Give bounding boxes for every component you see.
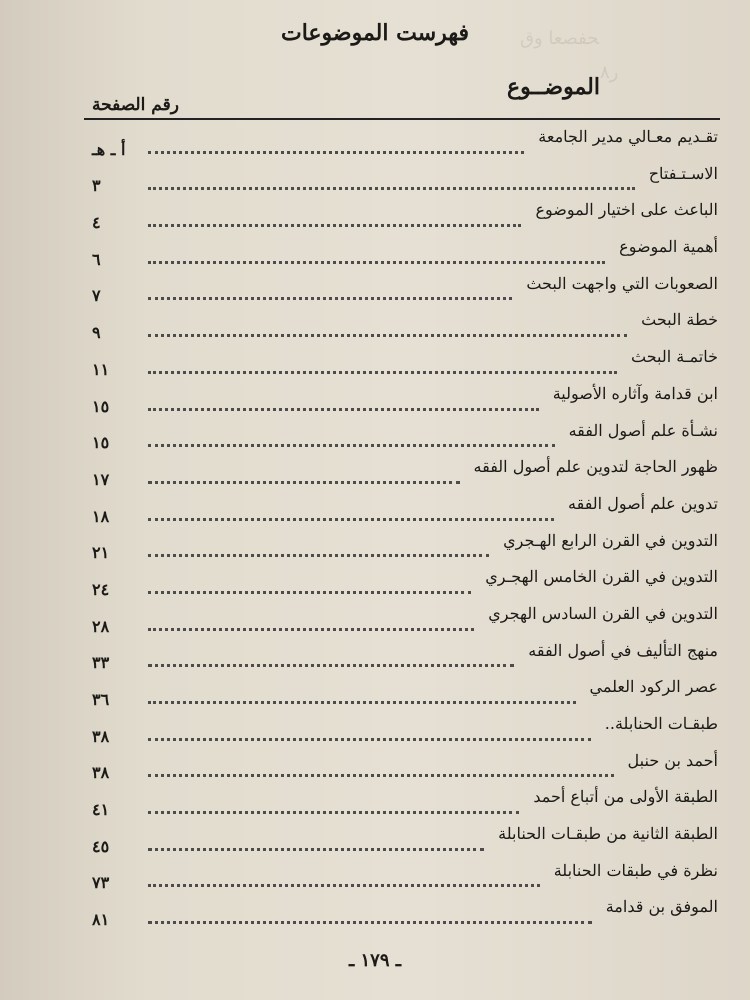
dot-leader bbox=[148, 297, 512, 300]
toc-page-number: ١١ bbox=[92, 359, 110, 379]
toc-row bbox=[92, 528, 718, 565]
toc-topic: منهج التأليف في أصول الفقه bbox=[528, 640, 718, 660]
dot-leader bbox=[148, 701, 576, 704]
toc-page-number: ١٥ bbox=[92, 396, 110, 416]
toc-row bbox=[92, 234, 718, 271]
toc-topic: الطبقة الثانية من طبقـات الحنابلة bbox=[498, 824, 718, 844]
dot-leader bbox=[148, 884, 540, 887]
toc-page-number: ٣٣ bbox=[92, 653, 110, 673]
toc-row bbox=[92, 491, 718, 528]
toc-page-number: ٢٤ bbox=[92, 579, 110, 599]
toc-page-number: ١٧ bbox=[92, 469, 110, 489]
dot-leader bbox=[148, 848, 484, 851]
toc-row bbox=[92, 197, 718, 234]
dot-leader bbox=[148, 371, 617, 374]
toc-topic: التدوين في القرن السادس الهجري bbox=[488, 603, 718, 623]
dot-leader bbox=[148, 628, 474, 631]
toc-page-number: ٢٨ bbox=[92, 616, 110, 636]
toc-page-number: ٨١ bbox=[92, 910, 110, 930]
dot-leader bbox=[148, 518, 554, 521]
page-title: فهرست الموضوعات bbox=[281, 20, 469, 46]
toc-topic: تقـديم معـالي مدير الجامعة bbox=[538, 127, 718, 146]
toc-page-number: ٧٣ bbox=[92, 873, 110, 893]
toc-topic: تدوين علم أصول الفقه bbox=[568, 493, 718, 513]
toc-topic: الموفق بن قدامة bbox=[605, 897, 718, 917]
toc-topic: نظرة في طبقات الحنابلة bbox=[553, 860, 718, 880]
toc-row bbox=[92, 784, 718, 821]
dot-leader bbox=[148, 554, 489, 557]
toc-topic: نشـأة علم أصول الفقه bbox=[568, 420, 718, 440]
toc-row bbox=[92, 858, 718, 895]
toc-list bbox=[92, 124, 718, 931]
dot-leader bbox=[148, 811, 519, 814]
toc-row bbox=[92, 711, 718, 748]
toc-topic: الصعوبات التي واجهت البحث bbox=[526, 273, 718, 293]
toc-page-number: ٤٥ bbox=[92, 836, 110, 856]
toc-page-number: ٤ bbox=[92, 213, 101, 233]
toc-topic: التدوين في القرن الخامس الهجـري bbox=[485, 567, 718, 587]
toc-row bbox=[92, 307, 718, 344]
bleed-through-text: ﺤﻔﺼﻌﺎ ﻭﻕ bbox=[520, 28, 599, 49]
toc-page-number: ٣ bbox=[92, 176, 101, 196]
toc-page-number: ١٨ bbox=[92, 506, 110, 526]
toc-row bbox=[92, 821, 718, 858]
toc-row bbox=[92, 601, 718, 638]
bleed-through-text: ﺭ٨ bbox=[600, 62, 619, 83]
toc-page-number: ٧ bbox=[92, 286, 101, 306]
page-number: ـ ١٧٩ ـ bbox=[348, 950, 402, 971]
page-column-header: رقم الصفحة bbox=[92, 95, 179, 115]
dot-leader bbox=[148, 738, 591, 741]
toc-row bbox=[92, 344, 718, 381]
toc-page-number: ١٥ bbox=[92, 433, 110, 453]
topic-column-header: الموضــوع bbox=[507, 74, 600, 100]
dot-leader bbox=[148, 187, 635, 190]
dot-leader bbox=[148, 261, 605, 264]
toc-row bbox=[92, 638, 718, 675]
toc-topic: خاتمـة البحث bbox=[630, 347, 718, 367]
dot-leader bbox=[148, 334, 627, 337]
toc-page-number: ٣٦ bbox=[92, 690, 110, 709]
toc-row bbox=[92, 894, 718, 931]
toc-page-number: ٣٨ bbox=[92, 763, 110, 783]
toc-topic: أحمد بن حنبل bbox=[627, 750, 718, 770]
toc-page-number: ٩ bbox=[92, 323, 101, 343]
dot-leader bbox=[148, 921, 592, 924]
toc-row bbox=[92, 674, 718, 711]
dot-leader bbox=[148, 774, 614, 777]
toc-row bbox=[92, 418, 718, 455]
toc-topic: طبقـات الحنابلة.. bbox=[604, 714, 718, 733]
toc-row bbox=[92, 748, 718, 785]
toc-row bbox=[92, 454, 718, 491]
toc-topic: الاسـتـفتاح bbox=[648, 163, 718, 183]
toc-row bbox=[92, 271, 718, 308]
toc-row bbox=[92, 564, 718, 601]
toc-topic: عصر الركود العلمي bbox=[589, 677, 718, 697]
dot-leader bbox=[148, 664, 514, 667]
dot-leader bbox=[148, 224, 521, 227]
header-rule bbox=[84, 118, 720, 120]
toc-row bbox=[92, 161, 718, 198]
toc-page-number: ٢١ bbox=[92, 543, 110, 563]
toc-row bbox=[92, 124, 718, 161]
toc-page-number: ٦ bbox=[92, 249, 101, 269]
toc-topic: التدوين في القرن الرابع الهـجري bbox=[503, 530, 718, 550]
toc-page-number: ٣٨ bbox=[92, 726, 110, 746]
toc-row bbox=[92, 381, 718, 418]
toc-page-number: ٤١ bbox=[92, 800, 110, 820]
dot-leader bbox=[148, 151, 524, 154]
toc-topic: الطبقة الأولى من أتباع أحمد bbox=[533, 787, 718, 807]
toc-topic: ابن قدامة وآثاره الأصولية bbox=[552, 383, 718, 403]
toc-page-number: أ ـ هـ bbox=[92, 139, 126, 159]
dot-leader bbox=[148, 444, 555, 447]
toc-topic: أهمية الموضوع bbox=[619, 237, 718, 257]
toc-topic: الباعث على اختيار الموضوع bbox=[535, 200, 718, 220]
toc-topic: خطة البحث bbox=[641, 310, 718, 330]
dot-leader bbox=[148, 408, 539, 411]
toc-topic: ظهور الحاجة لتدوين علم أصول الفقه bbox=[473, 457, 718, 477]
dot-leader bbox=[148, 481, 460, 484]
dot-leader bbox=[148, 591, 471, 594]
